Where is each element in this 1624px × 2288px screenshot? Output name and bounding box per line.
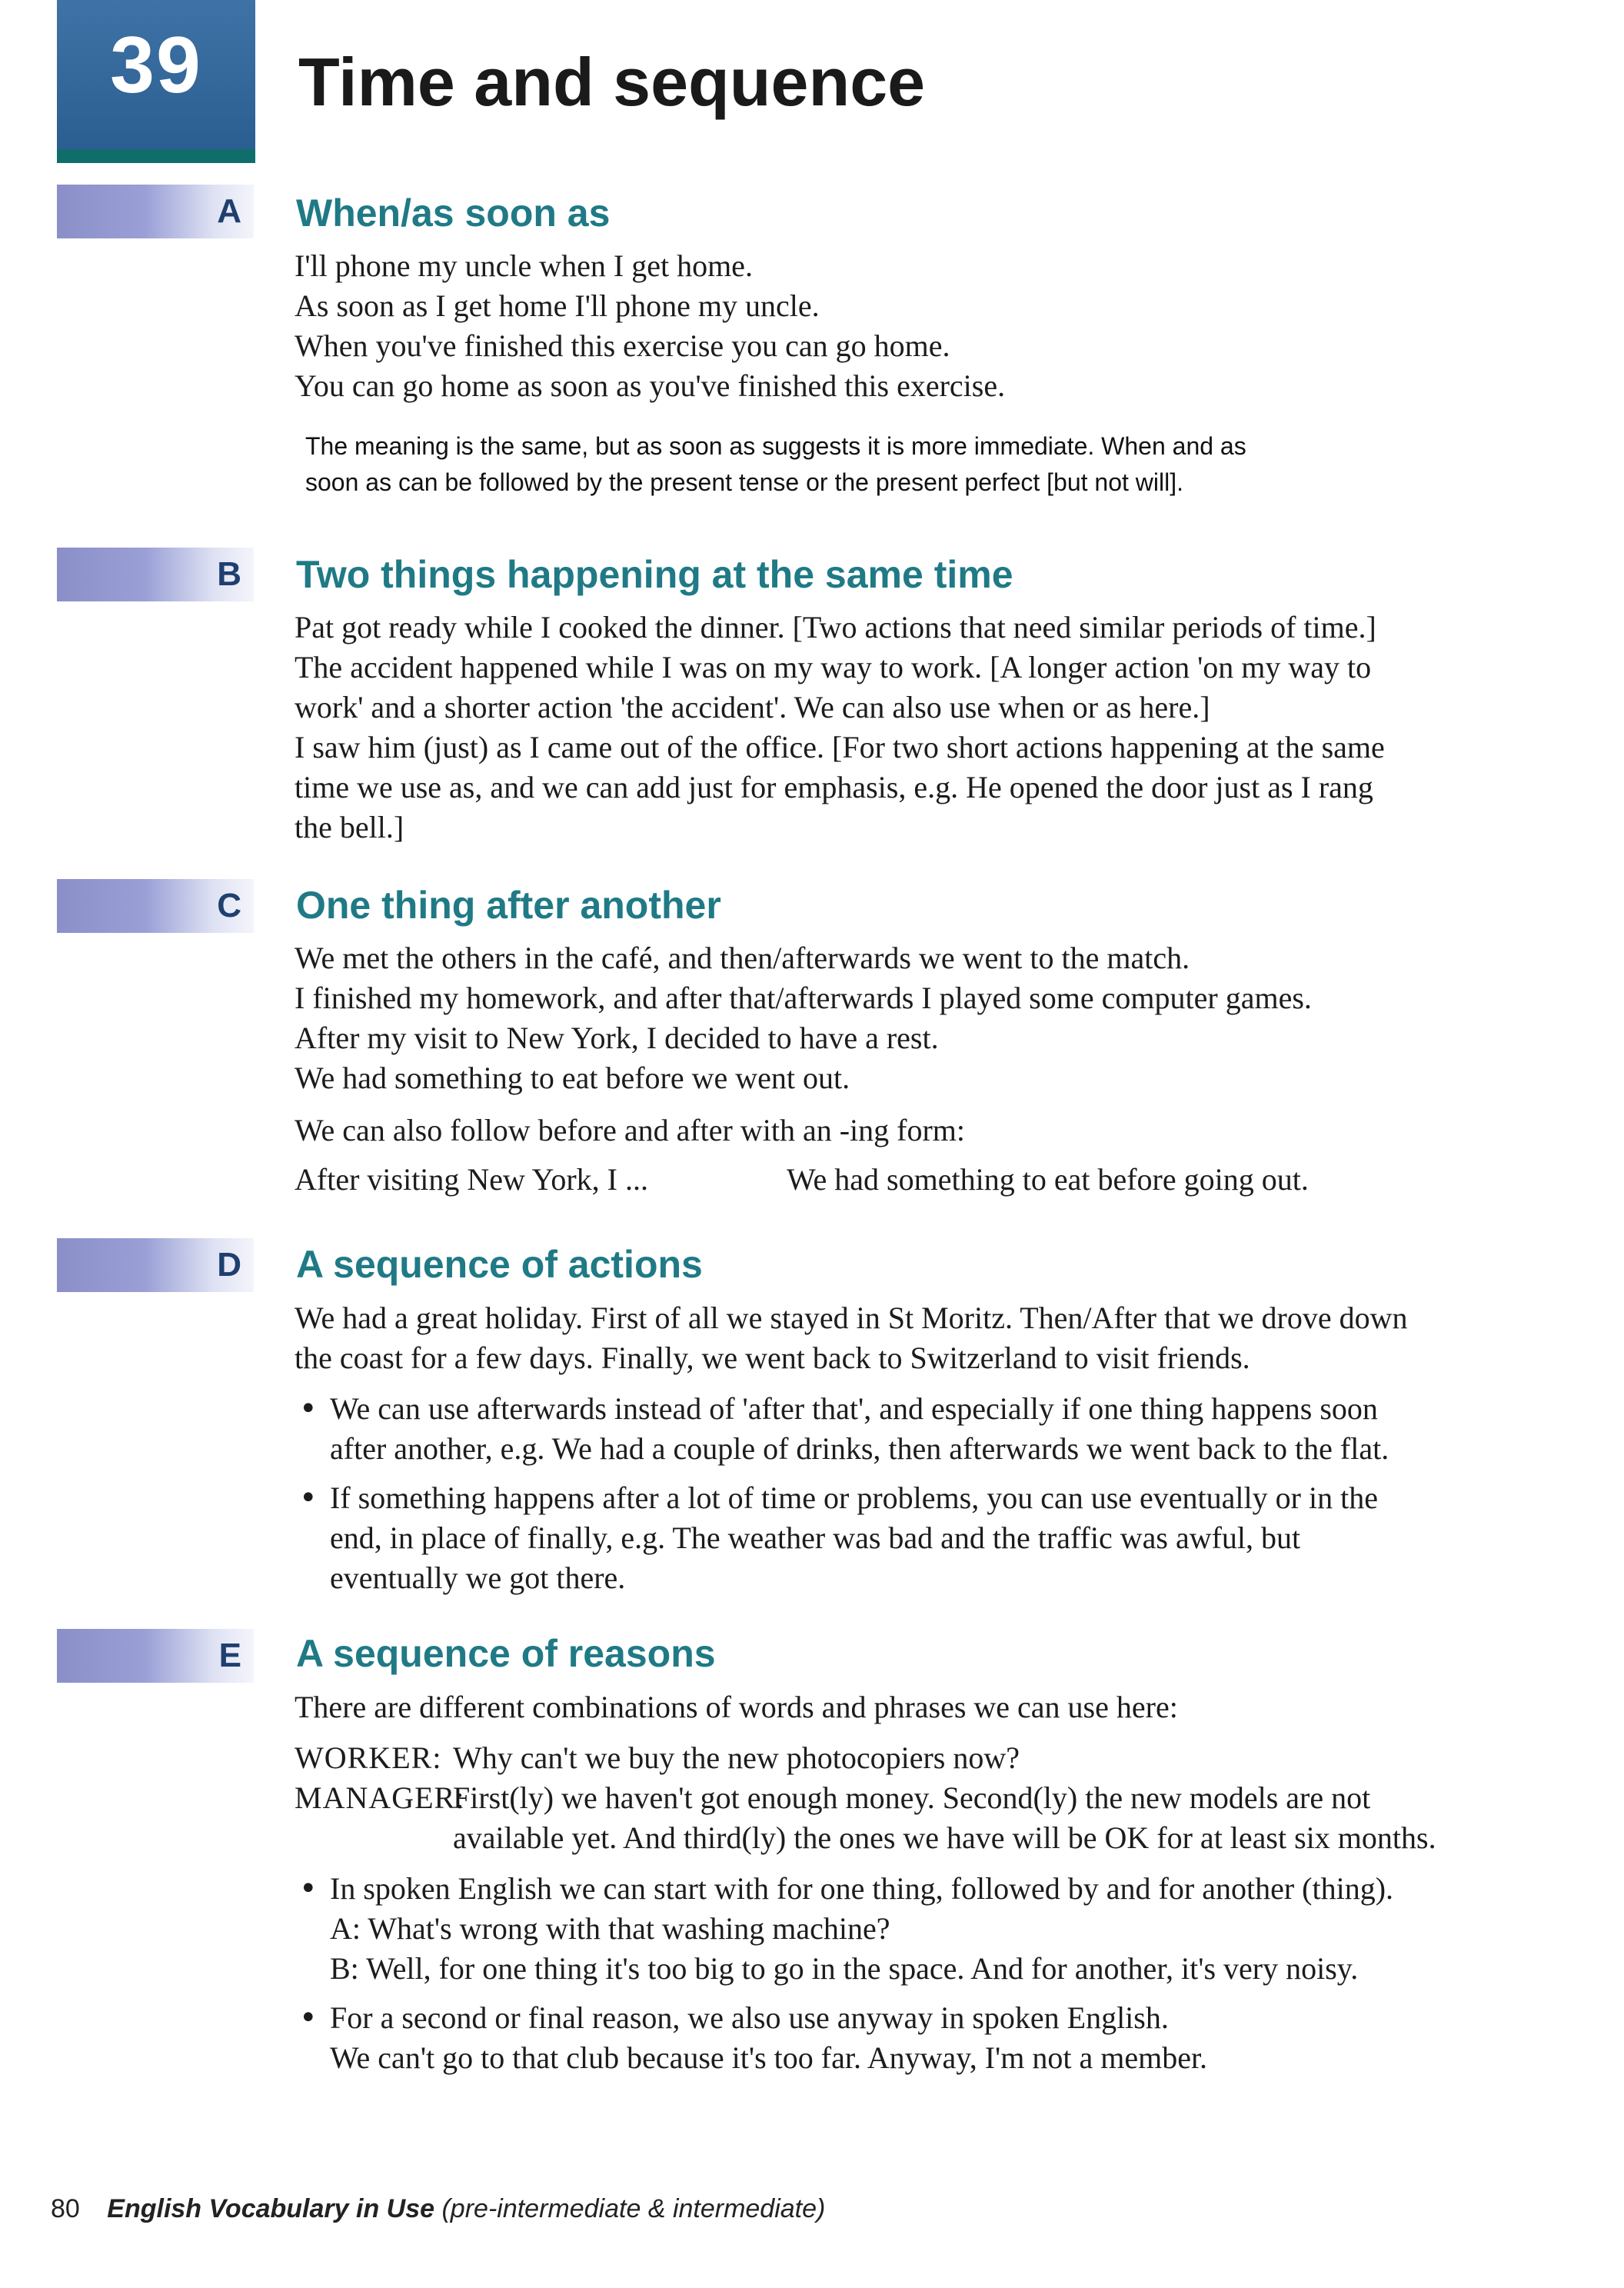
section-heading-a: When/as soon as [296,191,611,235]
text-line: You can go home as soon as you've finished this exercise. [295,368,1006,403]
text-line: We can also follow before and after with an -ing form: [295,1113,966,1147]
text-line: the bell.] [295,810,404,844]
text-line: eventually we got there. [330,1560,626,1595]
example-row [295,1160,1609,1200]
page-footer [51,2192,825,2226]
section-body-c [295,938,1609,1200]
bullet-list [295,1389,1609,1598]
text-line: Pat got ready while I cooked the dinner. [Two actions that need similar periods of time.] [295,610,1376,644]
text-line: the coast for a few days. Finally, we went back to Switzerland to visit friends. [295,1340,1250,1375]
section-body-d [295,1298,1609,1598]
section-body-a [295,246,1609,406]
text-line: We can't go to that club because it's too far. Anyway, I'm not a member. [330,2040,1208,2075]
section-heading-b: Two things happening at the same time [296,553,1013,596]
section-tab-c [57,879,254,933]
text-line: I'll phone my uncle when I get home. [295,248,753,283]
section-letter-d: D [217,1246,241,1284]
page-title: Time and sequence [298,44,926,120]
text-line: work' and a shorter action 'the accident'. We can also use when or as here.] [295,690,1210,724]
text-line: • For a second or final reason, we also use anyway in spoken English. [330,2000,1169,2035]
text-line: We had a great holiday. First of all we stayed in St Moritz. Then/After that we drove down [295,1301,1408,1335]
text-line: time we use as, and we can add just for emphasis, e.g. He opened the door just as I rang [295,770,1373,804]
text-line: The accident happened while I was on my way to work. [A longer action 'on my way to [295,650,1372,684]
dialog-text [453,1738,1606,1778]
section-body-b [295,608,1609,848]
text-line: First(ly) we haven't got enough money. Second(ly) the new models are not [453,1780,1371,1815]
bullet-list [295,1869,1609,2078]
section-letter-a: A [217,192,241,230]
section-letter-b: B [217,555,241,593]
list-item [295,1998,1609,2078]
section-letter-c: C [217,887,241,924]
section-note-a [305,428,1505,501]
list-item [295,1478,1609,1598]
speaker-label: MANAGER: [295,1780,465,1815]
unit-number: 39 [110,21,202,110]
section-tab-d [57,1238,254,1292]
unit-badge-underline [57,149,255,163]
text-line: • We can use afterwards instead of 'after that', and especially if one thing happens soon [330,1391,1378,1426]
section-body-e [295,1687,1609,2078]
example-text: We had something to eat before going out. [787,1162,1309,1197]
text-line: B: Well, for one thing it's too big to go in the space. And for another, it's very noisy. [330,1951,1359,1986]
text-line: I finished my homework, and after that/afterwards I played some computer games. [295,981,1312,1015]
speaker-label: WORKER: [295,1740,442,1775]
page-number: 80 [51,2194,80,2223]
section-heading-d: A sequence of actions [296,1243,703,1286]
list-item [295,1389,1609,1469]
section-heading-e: A sequence of reasons [296,1632,716,1675]
text-line: • If something happens after a lot of time or problems, you can use eventually or in the [330,1480,1378,1515]
text-line: I saw him (just) as I came out of the office. [For two short actions happening at the same [295,730,1385,764]
text-line: A: What's wrong with that washing machine? [330,1911,890,1946]
note-line: soon as can be followed by the present tense or the present perfect [but not will]. [305,468,1184,496]
text-line: available yet. And third(ly) the ones we have will be OK for at least six months. [453,1820,1436,1855]
text-line: end, in place of finally, e.g. The weather was bad and the traffic was awful, but [330,1520,1301,1555]
section-tab-e [57,1629,254,1683]
dialog [295,1738,1609,1858]
section-tab-a [57,185,254,238]
note-line: The meaning is the same, but as soon as suggests it is more immediate. When and as [305,432,1246,460]
example-text: After visiting New York, I ... [295,1162,648,1197]
dialog-row-worker [295,1738,1609,1778]
section-letter-e: E [218,1637,241,1674]
text-line: after another, e.g. We had a couple of drinks, then afterwards we went back to the flat. [330,1431,1389,1466]
text-line: After my visit to New York, I decided to have a rest. [295,1021,939,1055]
section-heading-c: One thing after another [296,884,721,927]
dialog-text [453,1778,1606,1858]
text-line: • In spoken English we can start with for one thing, followed by and for another (thing). [330,1871,1394,1906]
text-line: There are different combinations of words and phrases we can use here: [295,1690,1178,1724]
section-tab-b [57,548,254,601]
text-line: When you've finished this exercise you can go home. [295,328,950,363]
book-title: English Vocabulary in Use [107,2194,435,2223]
list-item [295,1869,1609,1989]
text-line: Why can't we buy the new photocopiers now? [453,1740,1020,1775]
book-subtitle: (pre-intermediate & intermediate) [441,2194,826,2223]
text-line: As soon as I get home I'll phone my uncle. [295,288,820,323]
text-line: We had something to eat before we went out. [295,1061,850,1095]
text-line: We met the others in the café, and then/afterwards we went to the match. [295,941,1190,975]
dialog-row-manager [295,1778,1609,1858]
